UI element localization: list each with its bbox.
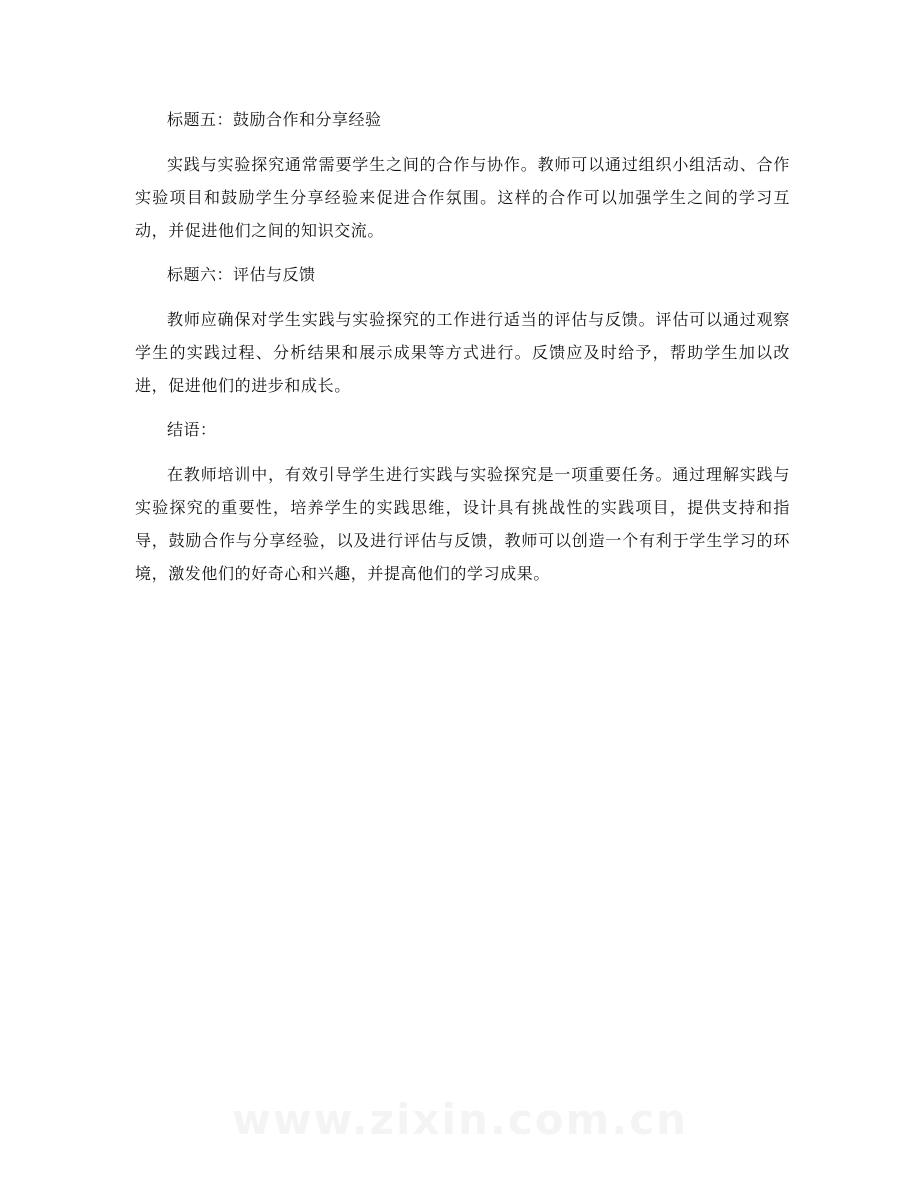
watermark: www.zixin.com.cn [231, 1095, 689, 1144]
section-paragraph: 在教师培训中，有效引导学生进行实践与实验探究是一项重要任务。通过理解实践与实验探究的重要性，培养学生的实践思维，设计具有挑战性的实践项目，提供支持和指导，鼓励合作与分享经验，以及进行评估与反馈，教师可以创造一个有利于学生学习的环境，激发他们的好奇心和兴趣，并提高他们的学习成果。 [135, 465, 790, 583]
section-heading: 标题六：评估与反馈 [167, 265, 316, 284]
section-paragraph: 教师应确保对学生实践与实验探究的工作进行适当的评估与反馈。评估可以通过观察学生的实践过程、分析结果和展示成果等方式进行。反馈应及时给予，帮助学生加以改进，促进他们的进步和成长。 [135, 310, 790, 395]
section-paragraph: 实践与实验探究通常需要学生之间的合作与协作。教师可以通过组织小组活动、合作实验项目和鼓励学生分享经验来促进合作氛围。这样的合作可以加强学生之间的学习互动，并促进他们之间的知识交流。 [135, 155, 790, 240]
section-cooperation [135, 104, 790, 247]
section-heading: 标题五：鼓励合作和分享经验 [167, 110, 382, 129]
section-evaluation [135, 259, 790, 402]
section-heading: 结语： [167, 420, 217, 439]
document-body [135, 104, 790, 602]
section-conclusion [135, 414, 790, 590]
